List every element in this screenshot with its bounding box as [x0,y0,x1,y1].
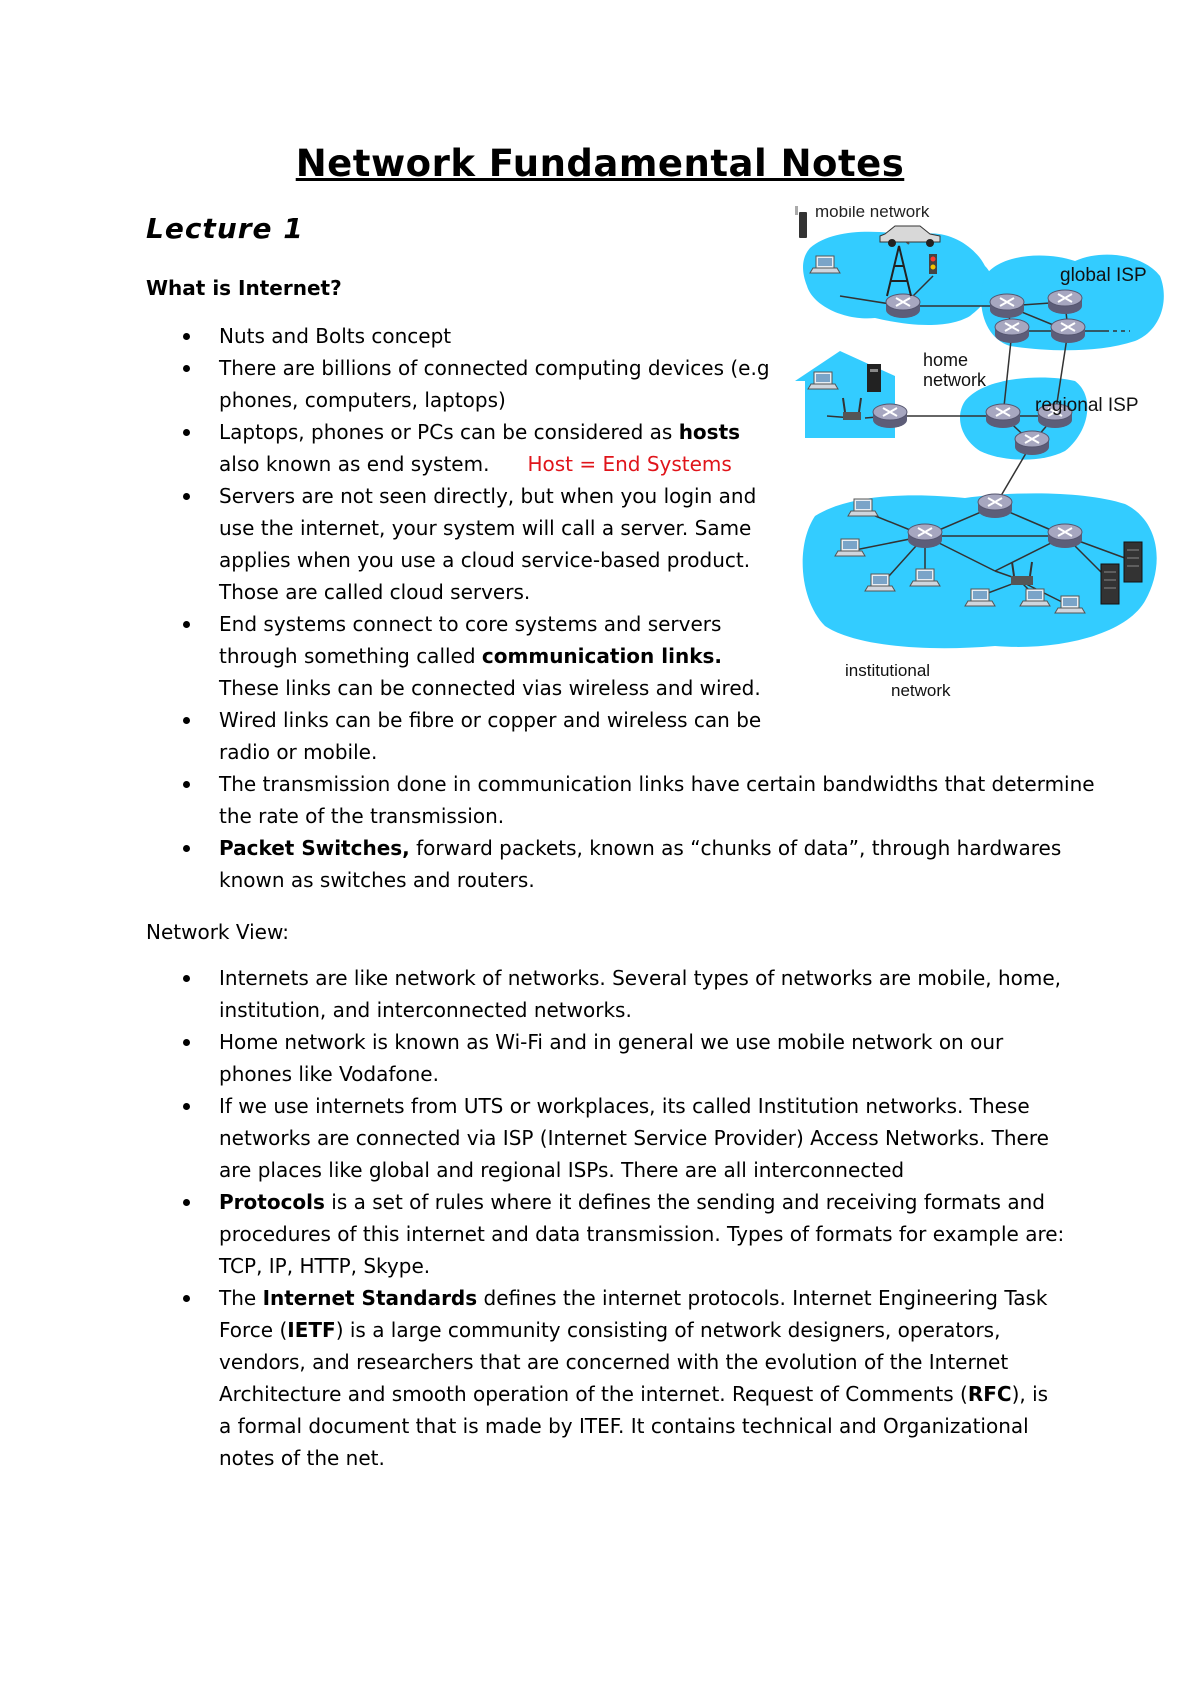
bullet-text: defines the internet protocols. Internet Engineering Task Force ( [219,1286,1048,1342]
list-item [146,832,1119,896]
traffic-light-icon [929,254,937,274]
router-icon [873,404,907,428]
bullet-text: End systems connect to core systems and servers through something called [219,612,722,668]
bold-term-communication-links: communication links. [481,644,722,668]
router-icon [986,404,1020,428]
router-icon [978,494,1012,518]
phone-icon [795,206,807,238]
router-icon [990,294,1024,318]
router-icon [908,524,942,548]
page-title: Network Fundamental Notes [295,142,905,185]
bullet-text: If we use internets from UTS or workplaces, its called Institution networks. These networks are connected via ISP (Internet Service Provider) Access Networks. There are places like global and regional ISPs. There are all interconnected [219,1094,1049,1182]
label-global-isp: global ISP [1060,265,1147,286]
bullet-text: Wired links can be fibre or copper and wireless can be radio or mobile. [219,708,762,764]
bold-term-hosts: hosts [678,420,741,444]
bold-term-ietf: IETF [287,1318,336,1342]
list-item [146,704,776,768]
lecture-heading: Lecture 1 [146,212,304,245]
bullet-text: is a set of rules where it defines the sending and receiving formats and procedures of this internet and data transmission. Types of formats for example are: TCP, IP, HTTP, Skype. [219,1190,1065,1278]
bold-term-internet-standards: Internet Standards [262,1286,478,1310]
highlight-note: Host = End Systems [527,452,732,476]
list-item [146,416,776,480]
bullet-text: ) is a large community consisting of network designers, operators, vendors, and researchers that are concerned with the evolution of the Internet Architecture and smooth operation of the internet. Request of Comments ( [219,1318,1009,1406]
bullet-text: also known as end system. [219,452,490,476]
bullet-text: There are billions of connected computing devices (e.g phones, computers, laptops) [219,356,770,412]
server-icon [1124,542,1142,582]
list-item [146,1282,1066,1474]
desktop-tower-icon [867,364,881,392]
bullet-text: Home network is known as Wi-Fi and in general we use mobile network on our phones like Vodafone. [219,1030,1004,1086]
section-heading-network-view: Network View: [146,920,289,944]
label-home-network-line2: network [923,370,987,390]
list-item [146,962,1066,1026]
label-institutional-network-line2: network [891,681,951,700]
list-item [146,1090,1066,1186]
router-icon [1048,290,1082,314]
section-heading-what-is-internet: What is Internet? [146,276,342,300]
bold-term-rfc: RFC [967,1382,1012,1406]
router-icon [995,319,1029,343]
label-mobile-network: mobile network [815,206,930,221]
bullet-text: Nuts and Bolts concept [219,324,452,348]
list-item [146,320,776,352]
bullet-text: These links can be connected vias wireless and wired. [219,676,761,700]
list-item [146,1186,1066,1282]
label-home-network-line1: home [923,350,969,370]
label-regional-isp: regional ISP [1035,395,1139,416]
network-view-bullet-list [146,962,1066,1474]
router-icon [886,294,920,318]
router-icon [1048,524,1082,548]
bullet-text: Laptops, phones or PCs can be considered as [219,420,679,444]
label-institutional-network-line1: institutional [845,661,931,680]
bullet-text: forward packets, known as “chunks of data”, through hardwares known as switches and routers. [219,836,1062,892]
list-item [146,608,776,704]
router-icon [1051,319,1085,343]
list-item [146,352,776,416]
server-icon [1101,564,1119,604]
list-item [146,480,776,608]
bold-term-protocols: Protocols [219,1190,325,1214]
list-item [146,1026,1066,1090]
bullet-text: Servers are not seen directly, but when you login and use the internet, your system will call a server. Same applies when you use a cloud service-based product. Those are called cloud servers. [219,484,757,604]
bold-term-packet-switches: Packet Switches, [219,836,410,860]
bullet-text: ), is a formal document that is made by ITEF. It contains technical and Organizational notes of the net. [219,1382,1049,1470]
list-item [146,768,1119,832]
internet-structure-diagram [795,206,1170,706]
bullet-text: The transmission done in communication links have certain bandwidths that determine the rate of the transmission. [219,772,1095,828]
bullet-text: The [219,1286,263,1310]
router-icon [1015,431,1049,455]
bullet-text: Internets are like network of networks. Several types of networks are mobile, home, institution, and interconnected networks. [219,966,1062,1022]
